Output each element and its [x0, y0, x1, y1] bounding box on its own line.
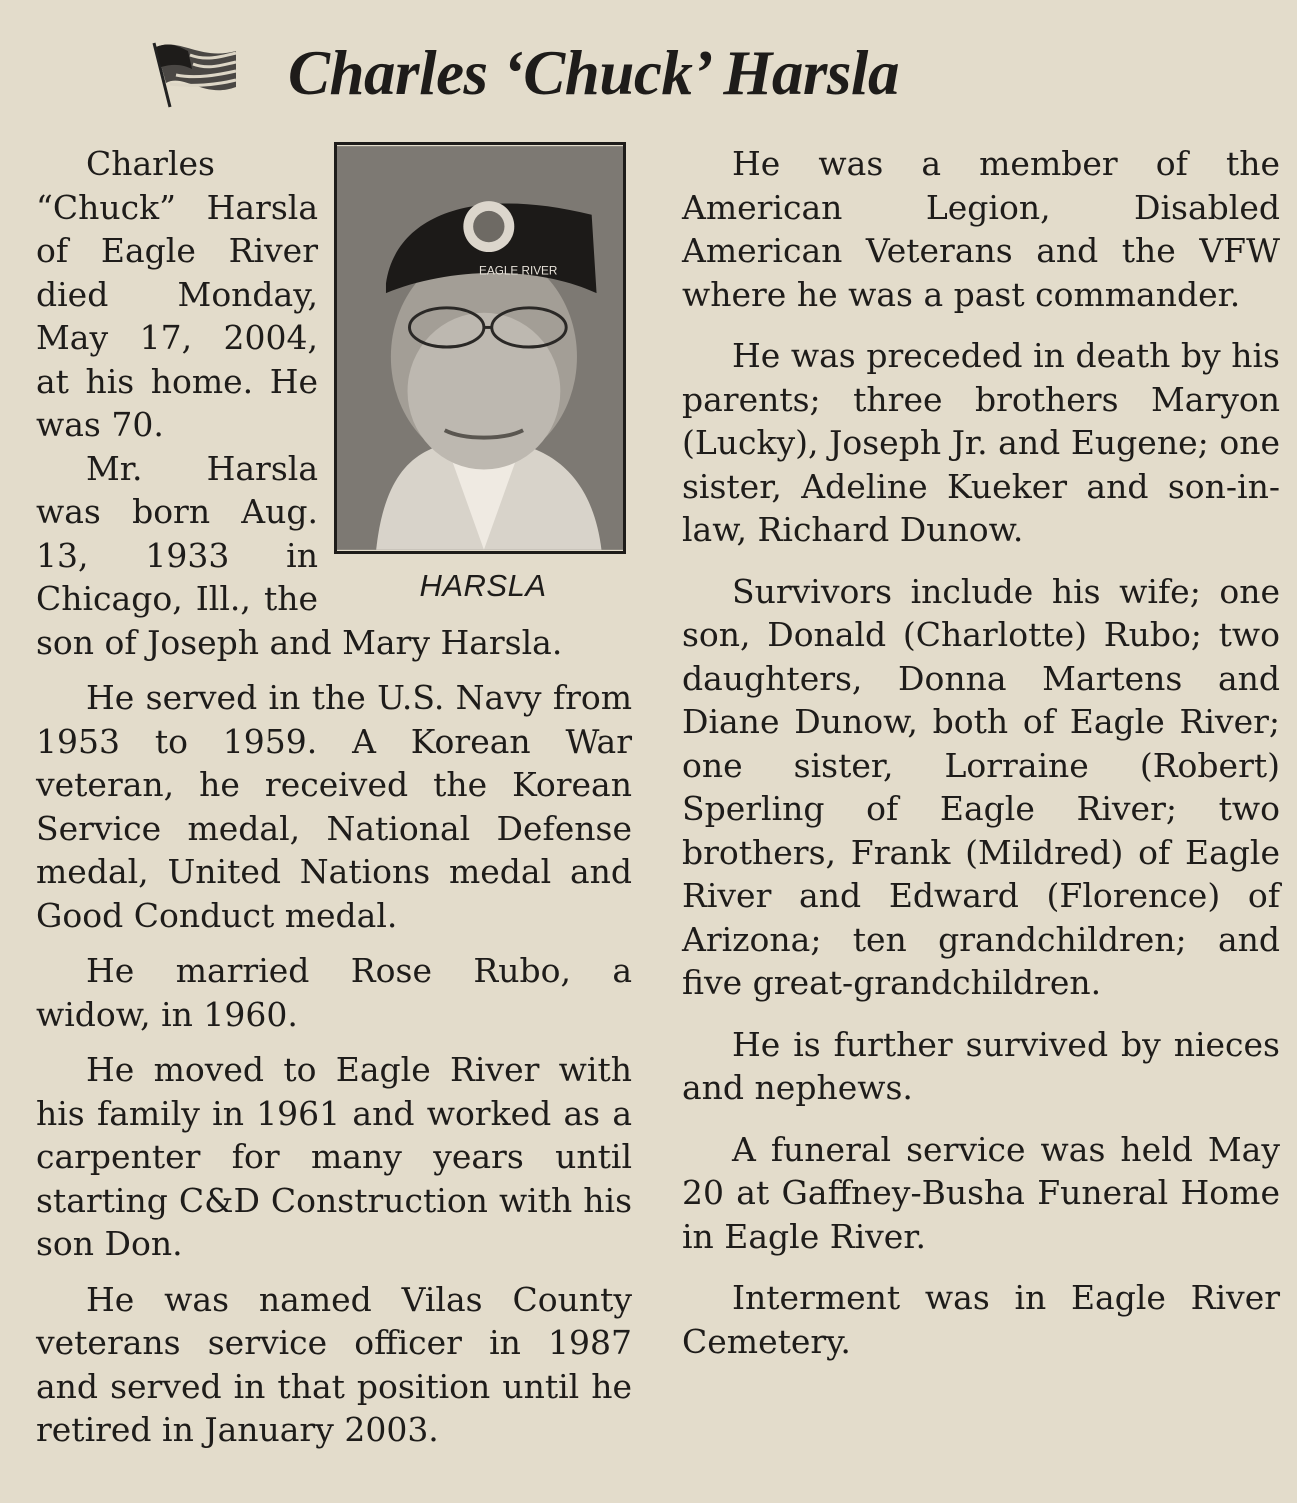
paragraph-preceded: He was preceded in death by his parents; three brothers Maryon (Lucky), Joseph Jr. and Eugene; one sister, Adeline Kueker and son-in-law, Richard Dunow.: [682, 336, 1280, 549]
paragraph-career: He moved to Eagle River with his family in 1961 and worked as a carpenter for many years until starting C&D Construction with his son Don.: [36, 1050, 632, 1263]
headline: [140, 18, 1140, 128]
paragraph-survivors: Survivors include his wife; one son, Donald (Charlotte) Rubo; two daughters, Donna Martens and Diane Dunow, both of Eagle River; one sister, Lorraine (Robert) Sperling of Eagle River; two brothers, Frank (Mildred) of Eagle River and Edward (Florence) of Arizona; ten grandchildren; and five great-grandchildren.: [682, 571, 1280, 1002]
portrait-photo: [334, 142, 626, 554]
photo-caption: HARSLA: [419, 568, 547, 603]
paragraph-interment: Interment was in Eagle River Cemetery.: [682, 1278, 1280, 1361]
paragraph-death: Charles “Chuck” Harsla of Eagle River died Monday, May 17, 2004, at his home. He was 70.: [36, 144, 318, 444]
right-column: [682, 142, 1280, 1363]
paragraph-funeral: A funeral service was held May 20 at Gaffney-Busha Funeral Home in Eagle River.: [682, 1129, 1280, 1256]
paragraph-service: He served in the U.S. Navy from 1953 to 1959. A Korean War veteran, he received the Korean Service medal, National Defense medal, United Nations medal and Good Conduct medal.: [36, 678, 632, 935]
cap-text: EAGLE RIVER: [479, 264, 558, 278]
paragraph-birth: Mr. Harsla was born Aug. 13, 1933 in Chicago, Ill., the son of Joseph and Mary Harsla.: [36, 448, 563, 662]
paragraph-veterans-officer: He was named Vilas County veterans service officer in 1987 and served in that position until he retired in January 2003.: [36, 1279, 632, 1449]
paragraph-memberships: He was a member of the American Legion, Disabled American Veterans and the VFW where he was a past commander.: [682, 144, 1280, 314]
left-column: [36, 142, 632, 1452]
paragraph-further-survived: He is further survived by nieces and nephews.: [682, 1024, 1280, 1107]
paragraph-marriage: He married Rose Rubo, a widow, in 1960.: [36, 951, 632, 1034]
us-flag-icon: [140, 35, 240, 111]
portrait-figure: [334, 142, 632, 604]
headline-title: Charles ‘Chuck’ Harsla: [288, 37, 899, 108]
